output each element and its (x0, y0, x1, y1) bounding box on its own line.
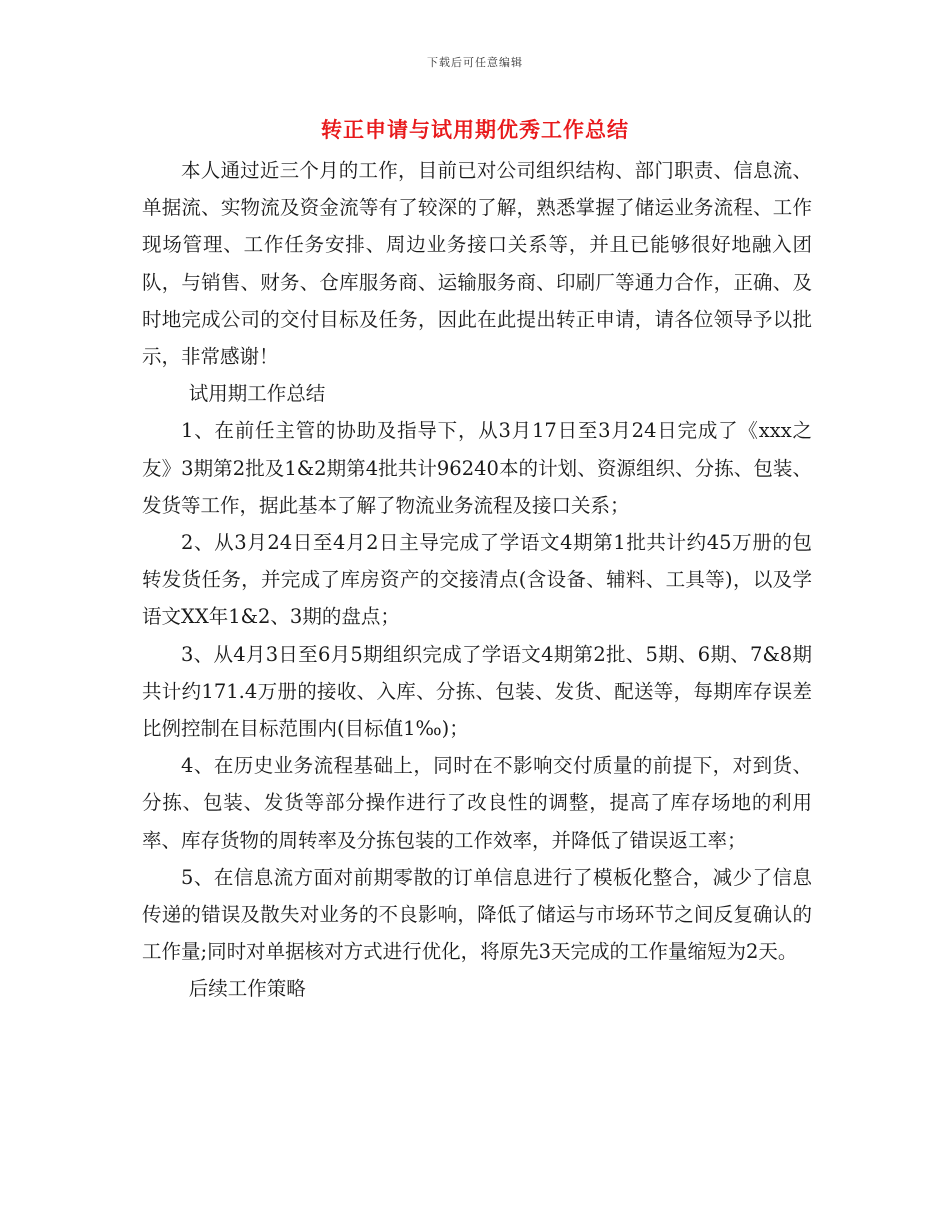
summary-item-1: 1、在前任主管的协助及指导下，从3月17日至3月24日完成了《xxx之友》3期第2批及1&2期第4批共计96240本的计划、资源组织、分拣、包装、发货等工作，据此基本了解了物流业务流程及接口关系； (142, 419, 812, 517)
summary-item-5: 5、在信息流方面对前期零散的订单信息进行了模板化整合，减少了信息传递的错误及散失对业务的不良影响，降低了储运与市场环节之间反复确认的工作量;同时对单据核对方式进行优化，将原先3天完成的工作量缩短为2天。 (142, 865, 812, 964)
document-body (142, 152, 812, 1008)
intro-paragraph: 本人通过近三个月的工作，目前已对公司组织结构、部门职责、信息流、单据流、实物流及资金流等有了较深的了解，熟悉掌握了储运业务流程、工作现场管理、工作任务安排、周边业务接口关系等，并且已能够很好地融入团队，与销售、财务、仓库服务商、运输服务商、印刷厂等通力合作，正确、及时地完成公司的交付目标及任务，因此在此提出转正申请，请各位领导予以批示，非常感谢！ (142, 159, 812, 369)
summary-item-3: 3、从4月3日至6月5期组织完成了学语文4期第2批、5期、6期、7&8期共计约171.4万册的接收、入库、分拣、包装、发货、配送等，每期库存误差比例控制在目标范围内(目标值1‰)； (142, 642, 812, 741)
summary-item-4: 4、在历史业务流程基础上，同时在不影响交付质量的前提下，对到货、分拣、包装、发货等部分操作进行了改良性的调整，提高了库存场地的利用率、库存货物的周转率及分拣包装的工作效率，并降低了错误返工率； (142, 754, 812, 852)
page-header-note: 下载后可任意编辑 (427, 56, 523, 69)
section-heading-future-strategy: 后续工作策略 (188, 977, 306, 1001)
summary-item-2: 2、从3月24日至4月2日主导完成了学语文4期第1批共计约45万册的包转发货任务，并完成了库房资产的交接清点(含设备、辅料、工具等)，以及学语文XX年1&2、3期的盘点； (142, 531, 812, 629)
section-heading-trial-summary: 试用期工作总结 (188, 382, 326, 406)
document-title: 转正申请与试用期优秀工作总结 (321, 117, 629, 142)
